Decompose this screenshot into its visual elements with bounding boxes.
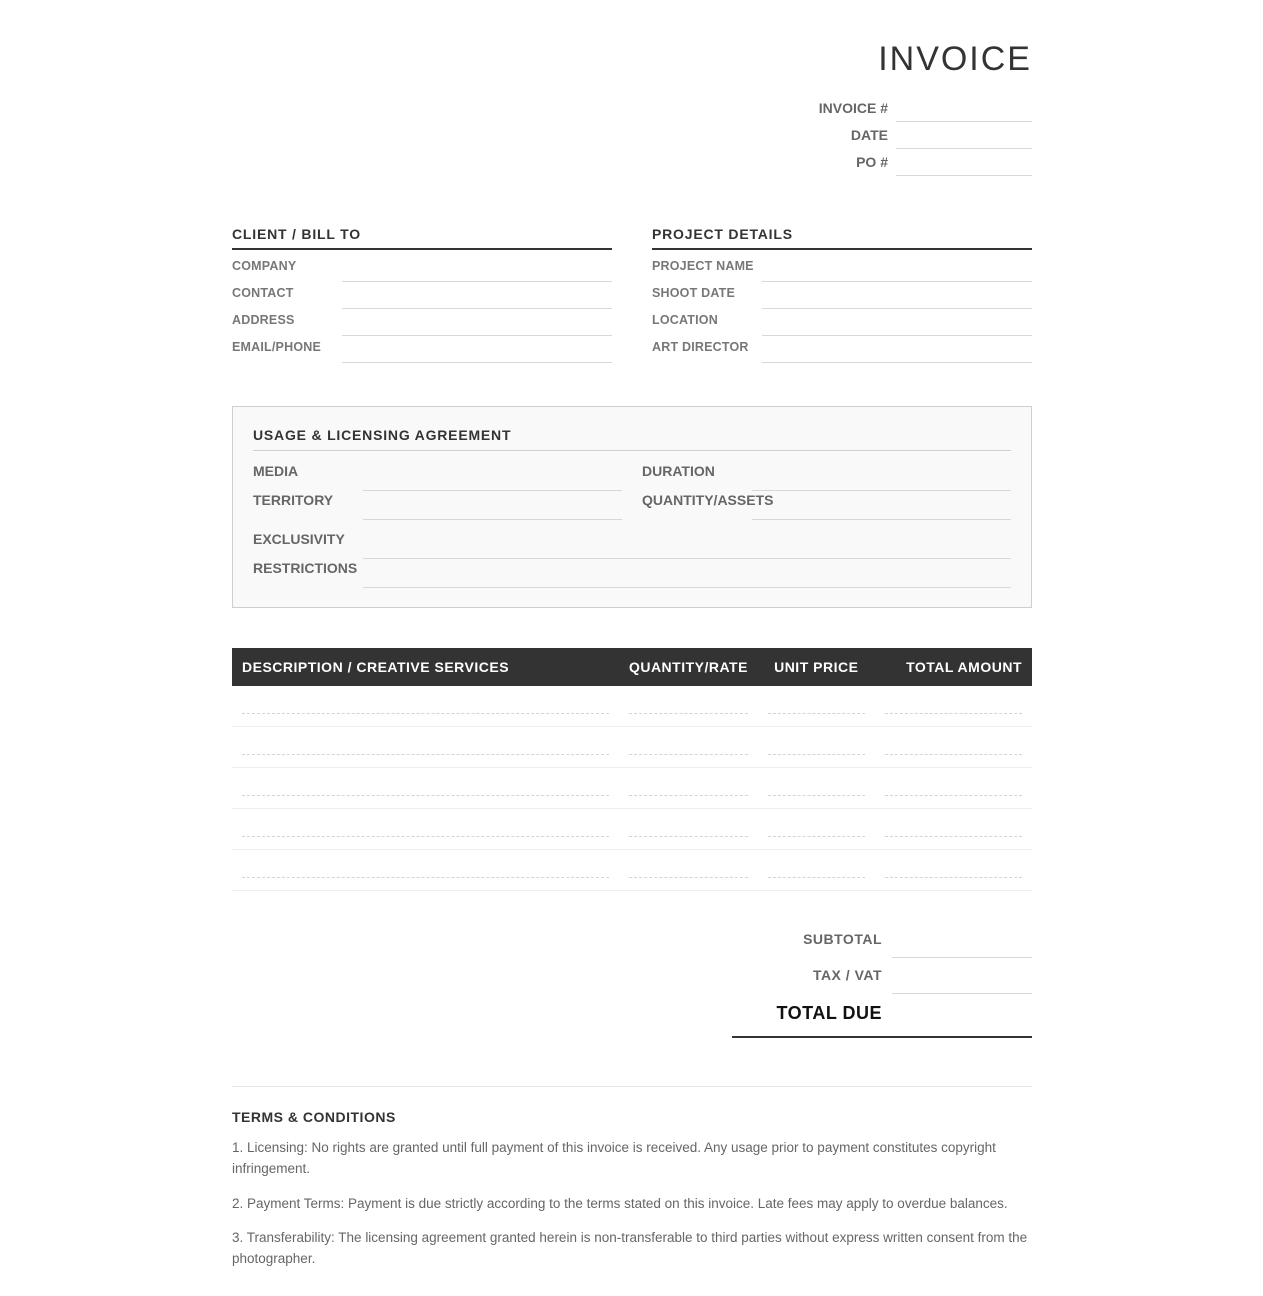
unit-price-cell[interactable] [758, 686, 875, 727]
po-number-field[interactable] [896, 175, 1032, 176]
project-name-row [652, 250, 1032, 277]
duration-row [642, 463, 1011, 483]
total-amount-cell[interactable] [875, 768, 1032, 809]
contact-label: CONTACT [232, 286, 294, 300]
total-amount-cell[interactable] [875, 850, 1032, 891]
email-phone-label: EMAIL/PHONE [232, 340, 322, 354]
quantity-assets-field[interactable] [752, 519, 1011, 520]
restrictions-field[interactable] [363, 587, 1011, 588]
table-row [232, 727, 1032, 768]
media-field[interactable] [363, 490, 622, 491]
shoot-date-label: SHOOT DATE [652, 286, 736, 300]
exclusivity-row [253, 531, 1011, 551]
po-number-label: PO # [856, 154, 888, 170]
subtotal-row [732, 922, 1032, 958]
total-amount-cell[interactable] [875, 727, 1032, 768]
art-director-label: ART DIRECTOR [652, 340, 749, 354]
quantity-rate-cell[interactable] [619, 850, 758, 891]
total-due-label: TOTAL DUE [776, 1003, 882, 1023]
description-cell[interactable] [232, 727, 619, 768]
terms-heading: TERMS & CONDITIONS [232, 1109, 396, 1125]
media-row [253, 463, 622, 483]
description-cell[interactable] [232, 809, 619, 850]
territory-row [253, 492, 622, 512]
usage-licensing-box [232, 406, 1032, 608]
project-heading: PROJECT DETAILS [652, 224, 1032, 250]
project-name-label: PROJECT NAME [652, 259, 754, 273]
total-amount-cell[interactable] [875, 686, 1032, 727]
terms-section [232, 1086, 1032, 1283]
art-director-field[interactable] [762, 362, 1032, 363]
quantity-assets-row [642, 492, 1011, 512]
address-label: ADDRESS [232, 313, 295, 327]
address-row [232, 304, 612, 331]
table-row [232, 768, 1032, 809]
client-heading: CLIENT / BILL TO [232, 224, 612, 250]
line-items-table [232, 648, 1032, 891]
duration-field[interactable] [752, 490, 1011, 491]
table-row [232, 686, 1032, 727]
quantity-rate-cell[interactable] [619, 686, 758, 727]
company-row [232, 250, 612, 277]
exclusivity-field[interactable] [363, 558, 1011, 559]
exclusivity-label: EXCLUSIVITY [253, 531, 345, 547]
unit-price-cell[interactable] [758, 768, 875, 809]
term-transferability: 3. Transferability: The licensing agreement granted herein is non-transferable to third parties without express written consent from the photographer. [232, 1230, 1028, 1266]
quantity-assets-label: QUANTITY/ASSETS [642, 492, 774, 508]
table-row [232, 850, 1032, 891]
totals-section [732, 922, 1032, 1038]
location-row [652, 304, 1032, 331]
quantity-rate-cell[interactable] [619, 768, 758, 809]
column-unit-price: UNIT PRICE [758, 648, 875, 686]
email-phone-row [232, 331, 612, 358]
quantity-rate-cell[interactable] [619, 809, 758, 850]
restrictions-label: RESTRICTIONS [253, 560, 358, 576]
shoot-date-row [652, 277, 1032, 304]
duration-label: DURATION [642, 463, 715, 479]
invoice-meta [732, 95, 1032, 176]
table-header-row [232, 648, 1032, 686]
unit-price-cell[interactable] [758, 809, 875, 850]
description-cell[interactable] [232, 686, 619, 727]
date-row [732, 122, 1032, 149]
client-section [232, 224, 612, 358]
invoice-page [232, 0, 1032, 1296]
term-payment: 2. Payment Terms: Payment is due strictly according to the terms stated on this invoice. Late fees may apply to overdue balances. [232, 1195, 1008, 1211]
tax-label: TAX / VAT [812, 967, 882, 983]
po-number-row [732, 149, 1032, 176]
territory-field[interactable] [363, 519, 622, 520]
unit-price-cell[interactable] [758, 727, 875, 768]
contact-row [232, 277, 612, 304]
project-section [652, 224, 1032, 358]
invoice-number-label: INVOICE # [818, 100, 888, 116]
location-label: LOCATION [652, 313, 718, 327]
column-quantity-rate: QUANTITY/RATE [619, 648, 758, 686]
company-label: COMPANY [232, 259, 297, 273]
restrictions-row [253, 560, 1011, 580]
art-director-row [652, 331, 1032, 358]
term-licensing: 1. Licensing: No rights are granted until full payment of this invoice is received. Any usage prior to payment constitutes copyright infringement. [232, 1140, 996, 1176]
invoice-title: INVOICE [878, 40, 1032, 78]
total-due-row [732, 994, 1032, 1038]
email-phone-field[interactable] [342, 362, 612, 363]
column-total-amount: TOTAL AMOUNT [875, 648, 1032, 686]
unit-price-cell[interactable] [758, 850, 875, 891]
column-description: DESCRIPTION / CREATIVE SERVICES [232, 648, 619, 686]
invoice-number-row [732, 95, 1032, 122]
description-cell[interactable] [232, 768, 619, 809]
table-row [232, 809, 1032, 850]
quantity-rate-cell[interactable] [619, 727, 758, 768]
description-cell[interactable] [232, 850, 619, 891]
usage-heading: USAGE & LICENSING AGREEMENT [253, 427, 1011, 451]
total-amount-cell[interactable] [875, 809, 1032, 850]
date-label: DATE [850, 127, 888, 143]
media-label: MEDIA [253, 463, 299, 479]
tax-row [732, 958, 1032, 994]
territory-label: TERRITORY [253, 492, 334, 508]
subtotal-label: SUBTOTAL [803, 931, 882, 947]
